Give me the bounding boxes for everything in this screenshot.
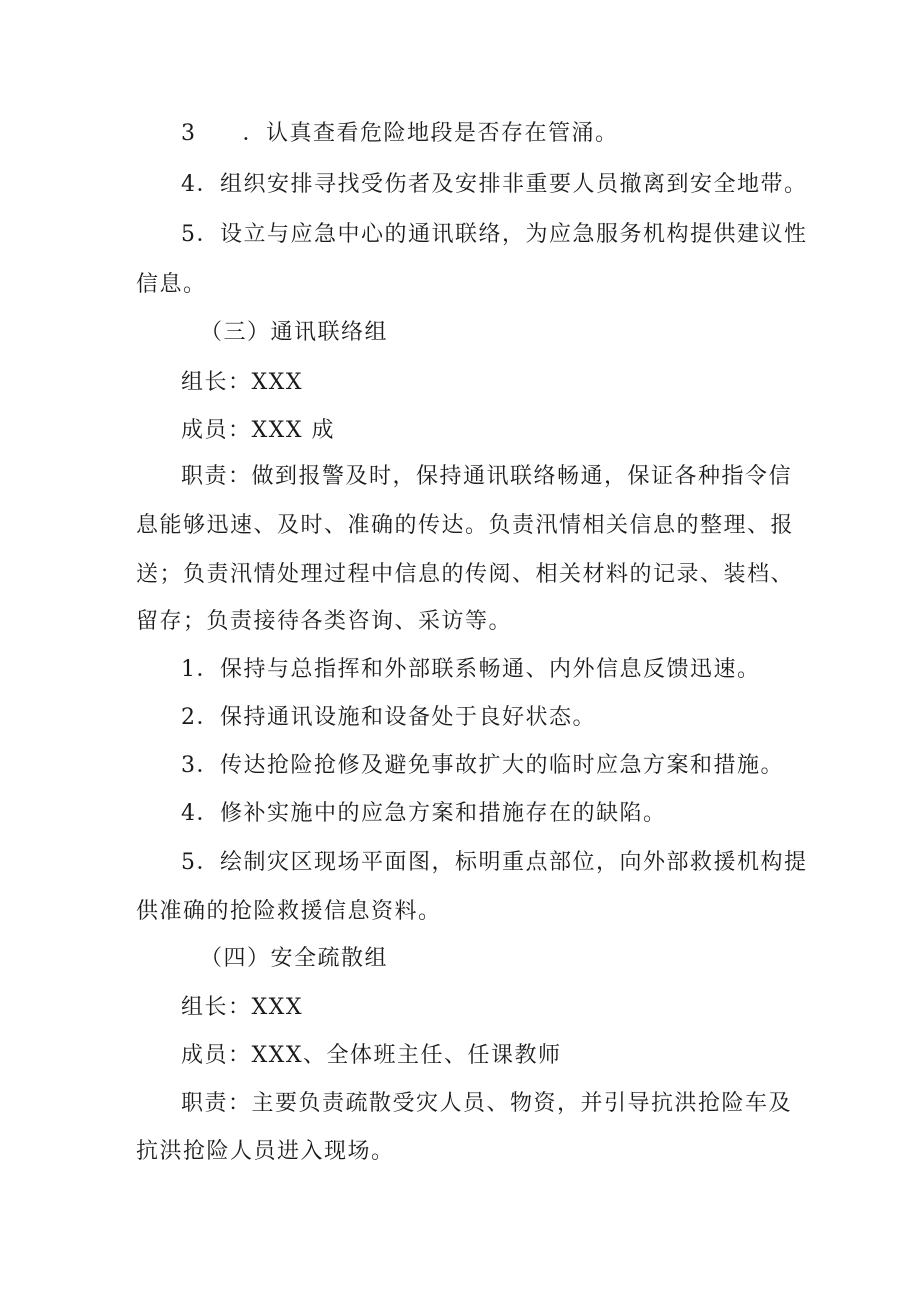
list-item: 5．设立与应急中心的通讯联络，为应急服务机构提供建议性 [181,222,808,247]
list-item-number: 3 [181,121,197,146]
list-item-text: ．认真查看危险地段是否存在管涌。 [242,121,619,146]
paragraph-line: 供准确的抢险救援信息资料。 [136,899,442,924]
paragraph-line: 送；负责汛情处理过程中信息的传阅、相关材料的记录、装档、 [136,562,795,587]
paragraph-line: 信息。 [136,272,207,297]
list-item: 4．修补实施中的应急方案和措施存在的缺陷。 [181,801,667,826]
paragraph-line: 息能够迅速、及时、准确的传达。负责汛情相关信息的整理、报 [136,513,795,538]
duty-paragraph-line: 职责：做到报警及时，保持通讯联络畅通，保证各种指令信 [181,464,793,489]
list-item: 3．传达抢险抢修及避免事故扩大的临时应急方案和措施。 [181,753,784,778]
section-heading: （四）安全疏散组 [200,946,389,971]
list-item: 1．保持与总指挥和外部联系畅通、内外信息反馈迅速。 [181,657,761,682]
paragraph-line: 留存；负责接待各类咨询、采访等。 [136,609,513,634]
list-item [181,119,619,149]
duty-paragraph-line: 职责：主要负责疏散受灾人员、物资，并引导抗洪抢险车及 [181,1091,793,1116]
members-line: 成员：XXX、全体班主任、任课教师 [181,1043,562,1068]
list-item: 4．组织安排寻找受伤者及安排非重要人员撤离到安全地带。 [181,172,808,197]
list-item: 2．保持通讯设施和设备处于良好状态。 [181,705,596,730]
section-heading: （三）通讯联络组 [200,320,389,345]
members-line: 成员：XXX 成 [181,418,335,443]
paragraph-line: 抗洪抢险人员进入现场。 [136,1139,395,1164]
leader-line: 组长：XXX [181,995,303,1020]
list-item: 5．绘制灾区现场平面图，标明重点部位，向外部救援机构提 [181,850,808,875]
leader-line: 组长：XXX [181,370,303,395]
